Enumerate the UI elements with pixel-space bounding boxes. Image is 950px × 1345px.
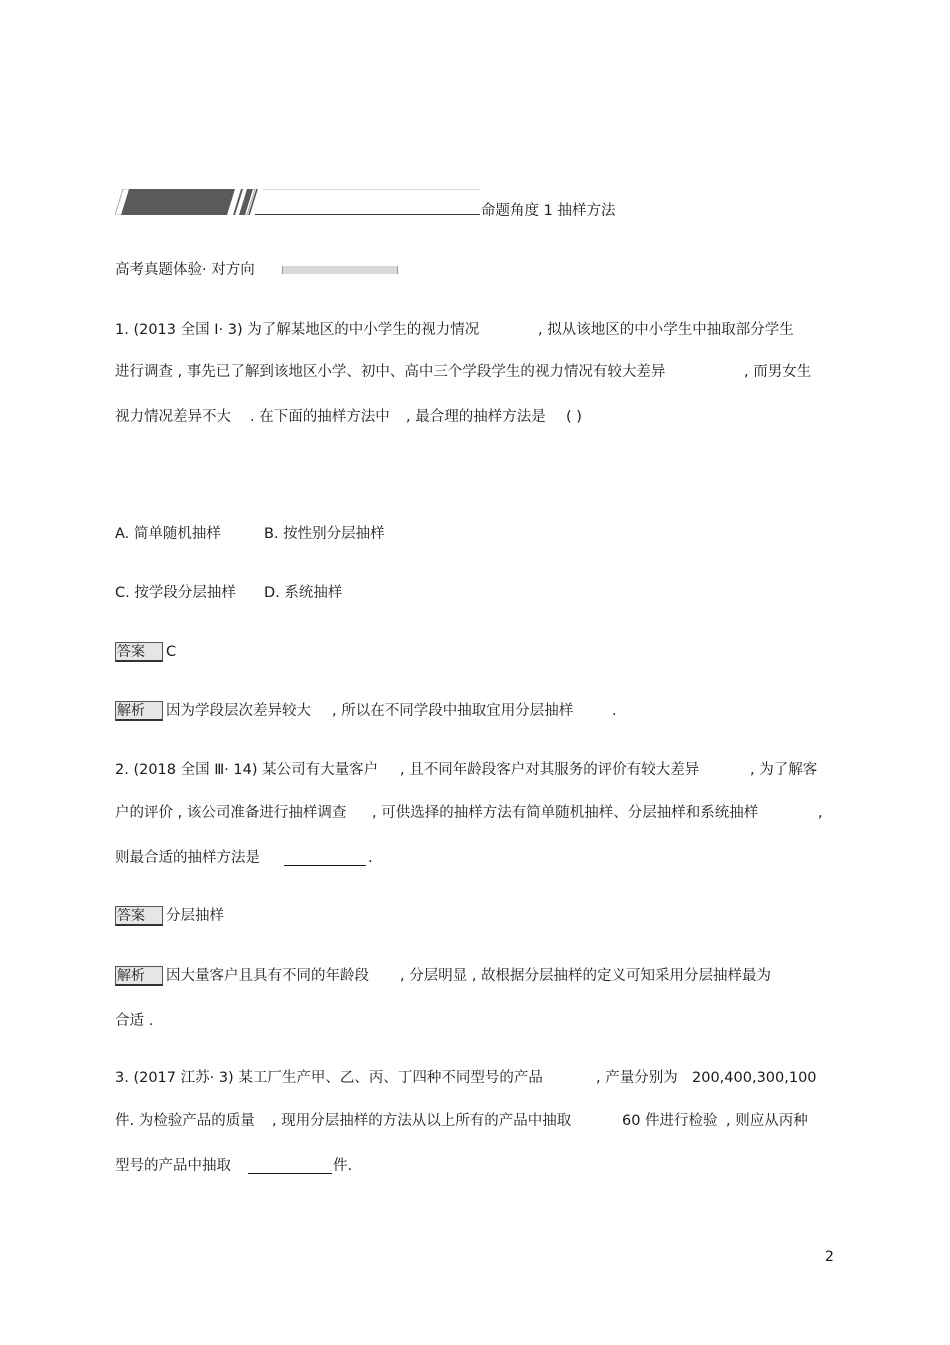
q3-line2-c: 60 件进行检验 — [622, 1113, 718, 1129]
q3-line2-b: , 现用分层抽样的方法从以上所有的产品中抽取 — [272, 1113, 572, 1129]
page-title: 命题角度 1 抽样方法 — [481, 203, 616, 219]
q2-line1-b: , 且不同年龄段客户对其服务的评价有较大差异 — [400, 762, 700, 778]
q1-answer-tag: 答案 — [115, 642, 163, 662]
q2-answer-tag: 答案 — [115, 906, 163, 926]
q1-line1-b: , 拟从该地区的中小学生中抽取部分学生 — [538, 322, 794, 338]
q2-line2-c: , — [818, 805, 823, 821]
q1-line2-a: 进行调查 , 事先已了解到该地区小学、初中、高中三个学段学生的视力情况有较大差异 — [115, 364, 666, 380]
q1-analysis-tag: 解析 — [115, 701, 163, 721]
q2-line2-b: , 可供选择的抽样方法有简单随机抽样、分层抽样和系统抽样 — [372, 805, 759, 821]
q1-answer: C — [166, 644, 177, 660]
q3-line2-d: , 则应从丙种 — [726, 1113, 808, 1129]
q1-option-a: A. 简单随机抽样 — [115, 526, 221, 542]
q2-analysis-a: 因大量客户且具有不同的年龄段 — [166, 968, 369, 984]
page-number: 2 — [825, 1249, 834, 1265]
q2-line1-a: 2. (2018 全国 Ⅲ· 14) 某公司有大量客户 — [115, 762, 379, 778]
q1-line1-a: 1. (2013 全国 Ⅰ· 3) 为了解某地区的中小学生的视力情况 — [115, 322, 480, 338]
q1-analysis-a: 因为学段层次差异较大 — [166, 703, 311, 719]
q2-line2-a: 户的评价 , 该公司准备进行抽样调查 — [115, 805, 347, 821]
q1-option-b: B. 按性别分层抽样 — [264, 526, 385, 542]
q2-analysis-tag: 解析 — [115, 966, 163, 986]
q3-answer-blank — [248, 1173, 332, 1174]
subtitle-decor-bar — [282, 266, 398, 274]
q2-answer: 分层抽样 — [166, 908, 224, 924]
q1-analysis-c: . — [612, 703, 617, 719]
section-banner — [115, 189, 480, 215]
q3-line3-a: 型号的产品中抽取 — [115, 1158, 231, 1174]
q3-line1-b: , 产量分别为 — [596, 1070, 678, 1086]
q1-option-c: C. 按学段分层抽样 — [115, 585, 236, 601]
q2-analysis-b: , 分层明显 , 故根据分层抽样的定义可知采用分层抽样最为 — [400, 968, 772, 984]
q2-line3-b: . — [368, 850, 373, 866]
q3-line2-a: 件. 为检验产品的质量 — [115, 1113, 255, 1129]
q1-line3-a: 视力情况差异不大 — [115, 409, 231, 425]
q1-option-d: D. 系统抽样 — [264, 585, 343, 601]
q1-line2-b: , 而男女生 — [744, 364, 812, 380]
q3-line3-b: 件. — [333, 1158, 353, 1174]
q2-line1-c: , 为了解客 — [750, 762, 818, 778]
q1-answer-paren: ( ) — [566, 409, 582, 425]
q2-line3-a: 则最合适的抽样方法是 — [115, 850, 260, 866]
q1-line3-b: . 在下面的抽样方法中 — [250, 409, 390, 425]
q3-line1-a: 3. (2017 江苏· 3) 某工厂生产甲、乙、丙、丁四种不同型号的产品 — [115, 1070, 543, 1086]
section-subtitle: 高考真题体验· 对方向 — [115, 262, 255, 278]
q1-line3-c: , 最合理的抽样方法是 — [406, 409, 546, 425]
q1-analysis-b: , 所以在不同学段中抽取宜用分层抽样 — [332, 703, 574, 719]
q2-analysis-c: 合适 . — [115, 1013, 154, 1029]
q2-answer-blank — [284, 865, 366, 866]
q3-line1-c: 200,400,300,100 — [692, 1070, 817, 1086]
